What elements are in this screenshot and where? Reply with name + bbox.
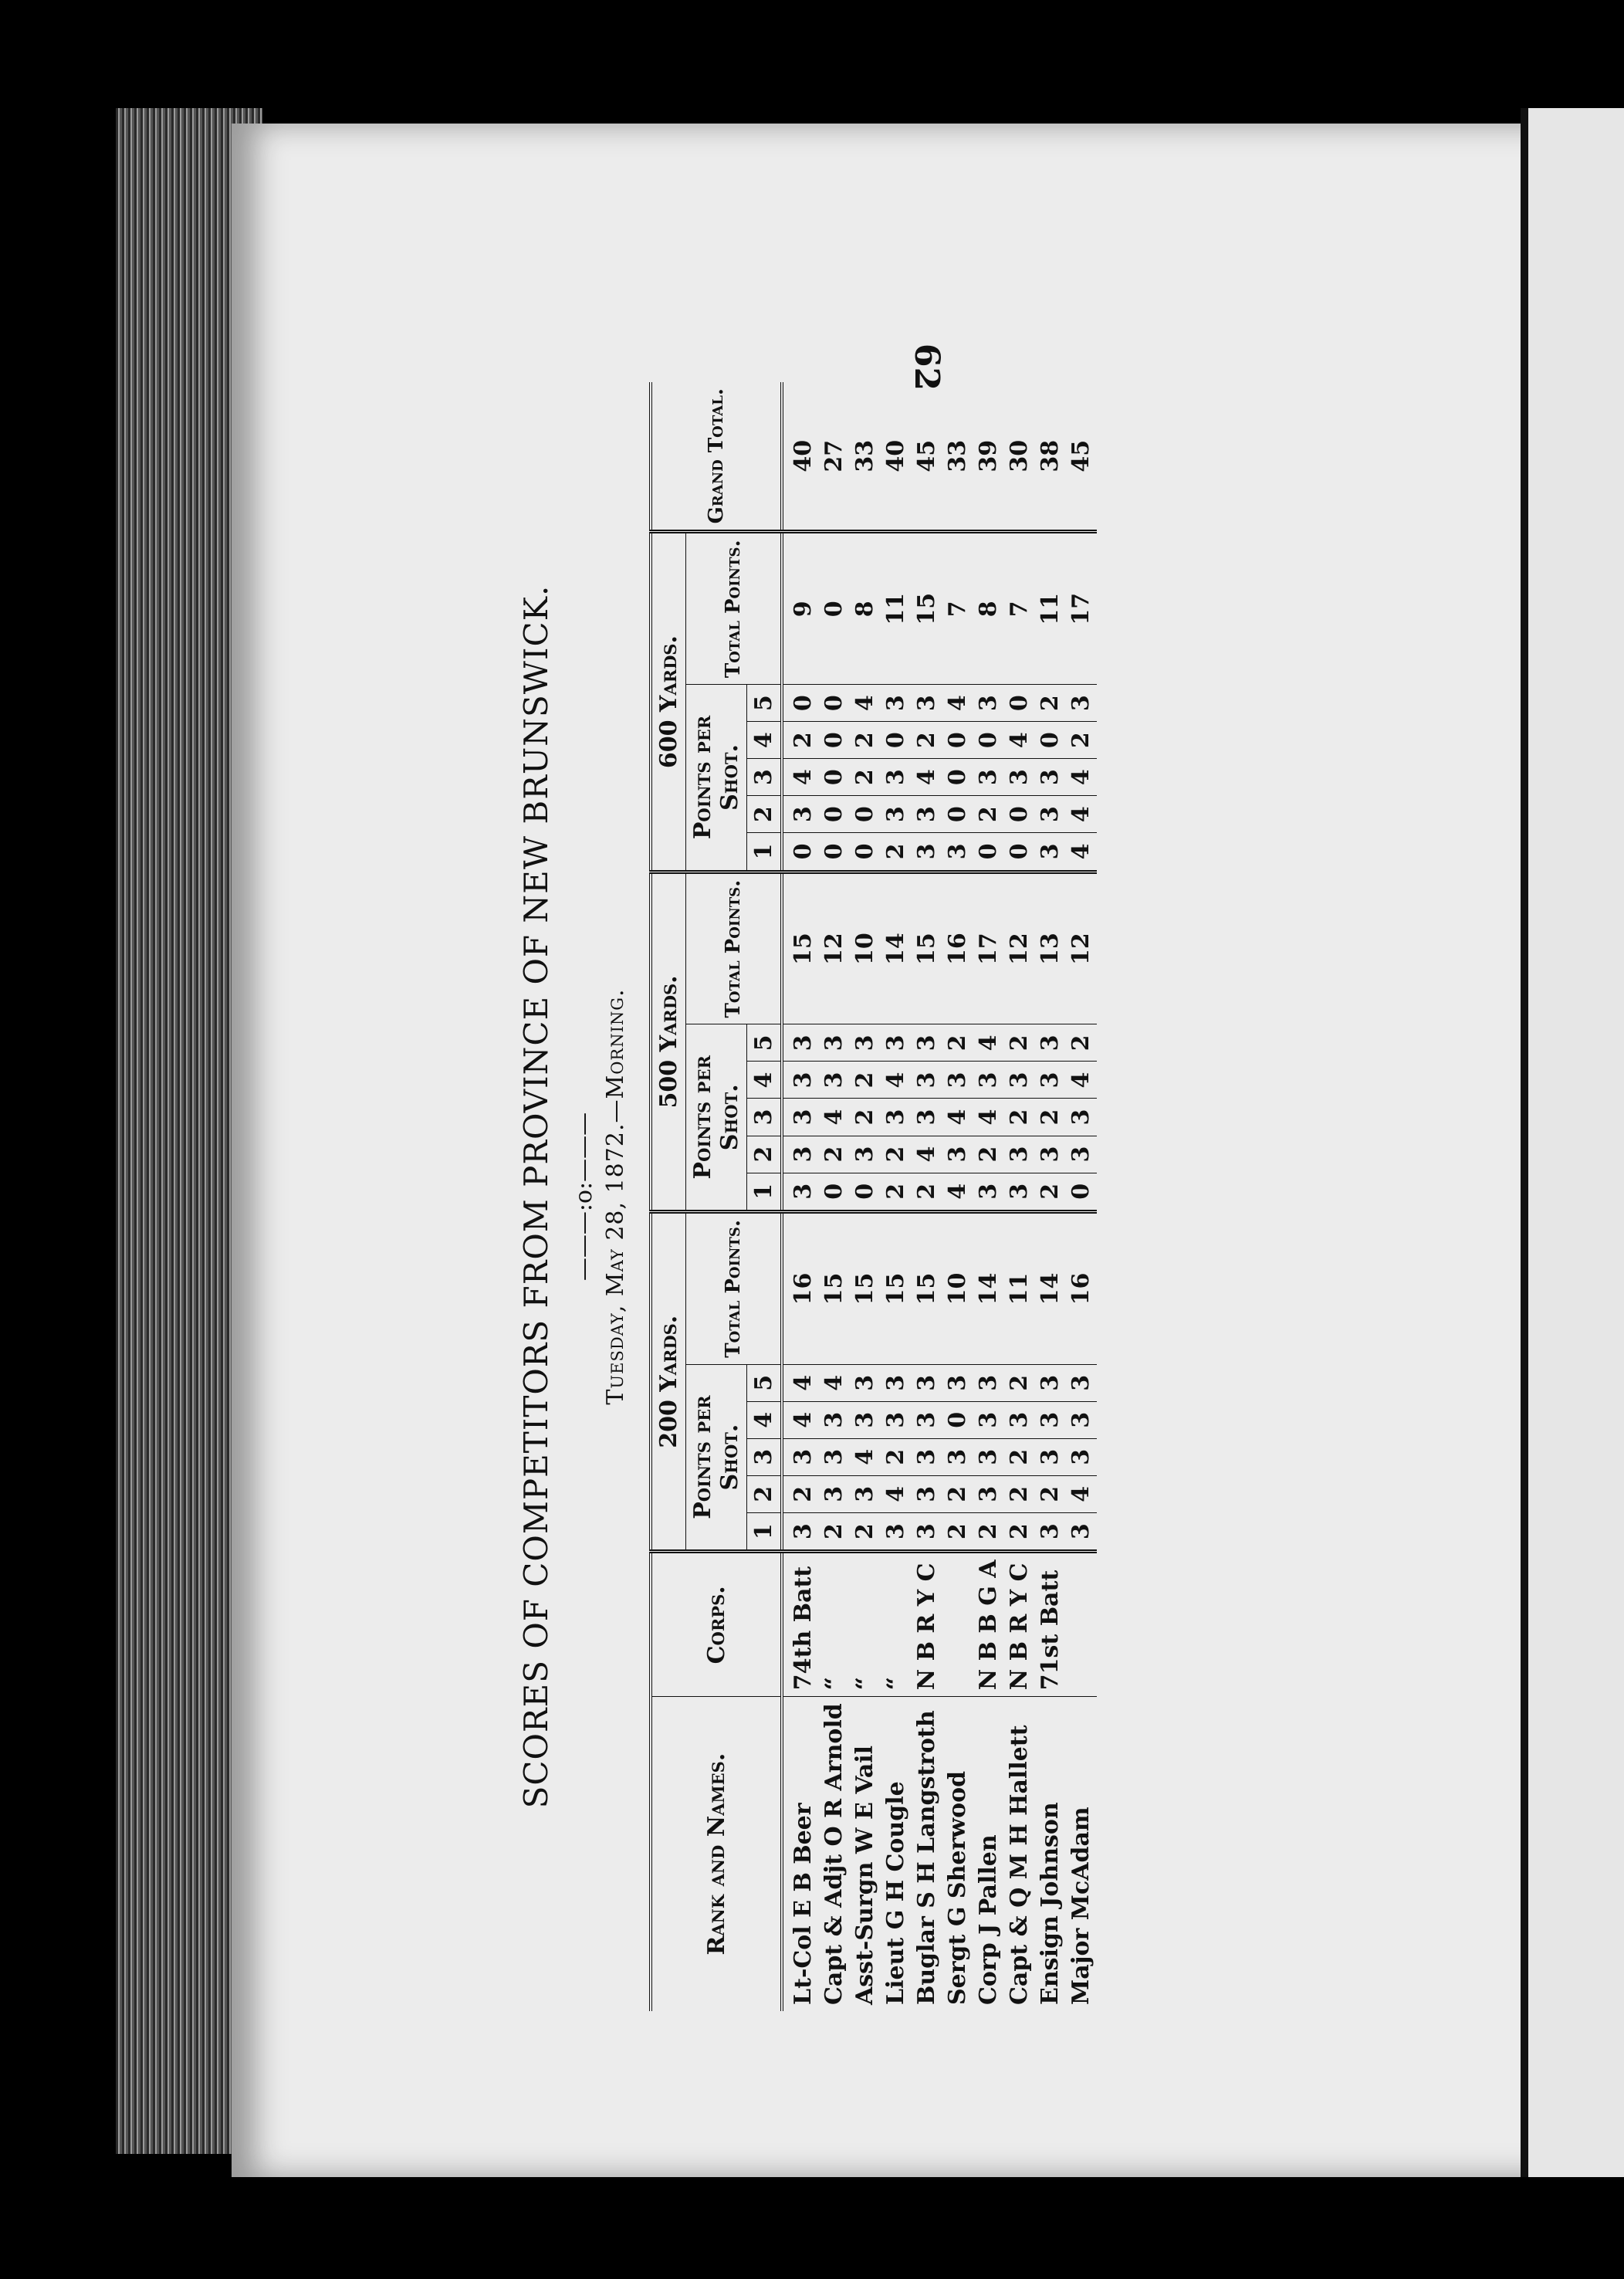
shot-score: 3 <box>1035 1062 1066 1099</box>
shot-header: 5 <box>747 1364 783 1401</box>
shot-header: 1 <box>747 1512 783 1552</box>
table-row <box>819 382 850 2011</box>
range-total-points: 12 <box>1066 872 1097 1024</box>
competitor-corps: N B R Y C <box>912 1552 942 1697</box>
range-total-points: 15 <box>912 532 942 685</box>
shot-score: 3 <box>881 1364 912 1401</box>
shot-score: 2 <box>1004 1099 1035 1136</box>
competitor-name: Capt & Adjt O R Arnold <box>820 1703 848 2005</box>
shot-score: 4 <box>881 1062 912 1099</box>
shot-score: 3 <box>1004 1401 1035 1438</box>
shot-header: 5 <box>747 685 783 722</box>
shot-score: 3 <box>782 1438 819 1475</box>
shot-score: 2 <box>1004 1024 1035 1062</box>
shot-score: 0 <box>1035 722 1066 759</box>
shot-score: 0 <box>819 685 850 722</box>
shot-score: 3 <box>1004 1173 1035 1212</box>
shot-score: 2 <box>1066 1024 1097 1062</box>
header-total-points-600: Total Points. <box>686 532 783 685</box>
shot-score: 4 <box>782 759 819 796</box>
shot-score: 3 <box>819 1438 850 1475</box>
range-total-points: 14 <box>1035 1212 1066 1365</box>
shot-score: 3 <box>942 1364 973 1401</box>
range-total-points: 15 <box>819 1212 850 1365</box>
range-total-points: 7 <box>1004 532 1035 685</box>
competitor-name: Asst-Surgn W E Vail <box>851 1745 878 2005</box>
shot-score: 0 <box>782 833 819 872</box>
shot-score: 2 <box>819 1512 850 1552</box>
shot-score: 3 <box>912 1401 942 1438</box>
header-corps: Corps. <box>651 1552 782 1697</box>
range-total-points: 10 <box>850 872 881 1024</box>
shot-score: 3 <box>819 1401 850 1438</box>
shot-score: 2 <box>850 1099 881 1136</box>
shot-score: 3 <box>912 1438 942 1475</box>
shot-score: 3 <box>1066 1099 1097 1136</box>
grand-total: 40 <box>782 382 819 532</box>
shot-score: 3 <box>1035 1024 1066 1062</box>
competitor-name: Corp J Pallen <box>975 1834 1002 2005</box>
range-total-points: 7 <box>942 532 973 685</box>
header-500-yards: 500 Yards. <box>651 872 686 1211</box>
shot-score: 2 <box>1004 1438 1035 1475</box>
shot-header: 2 <box>747 796 783 833</box>
shot-score: 3 <box>850 1364 881 1401</box>
title-divider: ———:o:——— <box>570 1112 597 1282</box>
shot-score: 4 <box>1066 1062 1097 1099</box>
shot-score: 3 <box>819 1062 850 1099</box>
shot-header: 3 <box>747 1099 783 1136</box>
range-total-points: 12 <box>819 872 850 1024</box>
range-total-points: 15 <box>912 872 942 1024</box>
grand-total: 33 <box>850 382 881 532</box>
shot-score: 2 <box>1035 1475 1066 1512</box>
range-total-points: 17 <box>1066 532 1097 685</box>
shot-score: 3 <box>782 1062 819 1099</box>
shot-score: 3 <box>1066 1364 1097 1401</box>
range-total-points: 0 <box>819 532 850 685</box>
shot-score: 2 <box>819 1136 850 1173</box>
range-total-points: 13 <box>1035 872 1066 1024</box>
shot-score: 3 <box>1035 759 1066 796</box>
shot-score: 0 <box>819 796 850 833</box>
competitor-corps: 71st Batt <box>1035 1552 1066 1697</box>
shot-score: 3 <box>1035 1438 1066 1475</box>
shot-score: 3 <box>1066 1136 1097 1173</box>
shot-score: 3 <box>881 685 912 722</box>
shot-score: 2 <box>1035 1173 1066 1212</box>
shot-score: 3 <box>942 1062 973 1099</box>
range-total-points: 14 <box>973 1212 1004 1365</box>
shot-score: 0 <box>1066 1173 1097 1212</box>
scores-table <box>649 382 1097 2011</box>
shot-score: 3 <box>912 1512 942 1552</box>
grand-total: 27 <box>819 382 850 532</box>
range-total-points: 12 <box>1004 872 1035 1024</box>
range-total-points: 9 <box>782 532 819 685</box>
shot-header: 5 <box>747 1024 783 1062</box>
shot-score: 2 <box>782 1475 819 1512</box>
shot-score: 3 <box>881 759 912 796</box>
header-points-per-shot-500: Points per Shot. <box>686 1024 747 1212</box>
shot-score: 3 <box>912 833 942 872</box>
competitor-corps: “ <box>850 1552 881 1697</box>
scores-table-body <box>782 382 1097 2011</box>
competitor-corps: N B R Y C <box>1004 1552 1035 1697</box>
shot-score: 4 <box>819 1099 850 1136</box>
shot-score: 2 <box>942 1475 973 1512</box>
shot-score: 3 <box>973 1438 1004 1475</box>
shot-score: 3 <box>912 1099 942 1136</box>
shot-score: 3 <box>881 1024 912 1062</box>
shot-score: 3 <box>1004 1136 1035 1173</box>
shot-score: 3 <box>973 1364 1004 1401</box>
shot-score: 4 <box>1066 833 1097 872</box>
shot-score: 3 <box>973 759 1004 796</box>
range-total-points: 15 <box>850 1212 881 1365</box>
shot-score: 4 <box>942 685 973 722</box>
shot-score: 3 <box>782 796 819 833</box>
shot-score: 3 <box>881 1099 912 1136</box>
table-row <box>973 382 1004 2011</box>
shot-score: 2 <box>850 722 881 759</box>
shot-score: 3 <box>942 1438 973 1475</box>
shot-score: 3 <box>881 1401 912 1438</box>
shot-score: 2 <box>912 1173 942 1212</box>
shot-score: 0 <box>850 1173 881 1212</box>
grand-total: 40 <box>881 382 912 532</box>
shot-score: 4 <box>881 1475 912 1512</box>
shot-score: 2 <box>1004 1475 1035 1512</box>
shot-score: 0 <box>819 833 850 872</box>
shot-score: 3 <box>782 1173 819 1212</box>
shot-score: 3 <box>912 1024 942 1062</box>
shot-score: 2 <box>881 1173 912 1212</box>
range-total-points: 16 <box>1066 1212 1097 1365</box>
grand-total: 39 <box>973 382 1004 532</box>
shot-score: 4 <box>1066 796 1097 833</box>
header-grand-total: Grand Total. <box>651 382 782 532</box>
shot-score: 4 <box>912 759 942 796</box>
table-row <box>881 382 912 2011</box>
header-points-per-shot-600: Points per Shot. <box>686 685 747 872</box>
grand-total: 45 <box>912 382 942 532</box>
table-row <box>1035 382 1066 2011</box>
shot-score: 0 <box>942 722 973 759</box>
shot-header: 2 <box>747 1475 783 1512</box>
shot-score: 4 <box>973 1024 1004 1062</box>
shot-score: 3 <box>1066 685 1097 722</box>
table-row <box>1004 382 1035 2011</box>
shot-score: 3 <box>912 685 942 722</box>
shot-score: 2 <box>782 722 819 759</box>
shot-score: 4 <box>819 1364 850 1401</box>
range-total-points: 8 <box>850 532 881 685</box>
shot-score: 3 <box>850 1475 881 1512</box>
shot-score: 3 <box>850 1024 881 1062</box>
range-total-points: 11 <box>1035 532 1066 685</box>
shot-score: 3 <box>850 1401 881 1438</box>
shot-score: 4 <box>850 685 881 722</box>
range-total-points: 15 <box>912 1212 942 1365</box>
shot-score: 4 <box>973 1099 1004 1136</box>
shot-score: 0 <box>819 722 850 759</box>
shot-score: 4 <box>850 1438 881 1475</box>
range-total-points: 10 <box>942 1212 973 1365</box>
shot-score: 3 <box>912 1364 942 1401</box>
shot-score: 4 <box>912 1136 942 1173</box>
table-row <box>912 382 942 2011</box>
shot-score: 2 <box>850 1512 881 1552</box>
shot-score: 0 <box>782 685 819 722</box>
competitor-name: Lt-Col E B Beer <box>782 1697 819 2011</box>
shot-score: 3 <box>973 1401 1004 1438</box>
shot-score: 2 <box>881 833 912 872</box>
shot-score: 3 <box>782 1099 819 1136</box>
shot-score: 4 <box>1066 1475 1097 1512</box>
shot-score: 2 <box>912 722 942 759</box>
competitor-name: Ensign Johnson <box>1037 1802 1064 2005</box>
shot-score: 2 <box>942 1024 973 1062</box>
shot-score: 4 <box>942 1173 973 1212</box>
range-total-points: 16 <box>782 1212 819 1365</box>
shot-header: 1 <box>747 833 783 872</box>
shot-header: 2 <box>747 1136 783 1173</box>
range-total-points: 11 <box>1004 1212 1035 1365</box>
shot-score: 4 <box>782 1364 819 1401</box>
shot-score: 2 <box>850 1062 881 1099</box>
shot-score: 4 <box>942 1099 973 1136</box>
table-row <box>782 382 819 2011</box>
header-points-per-shot-200: Points per Shot. <box>686 1364 747 1552</box>
header-rank-names: Rank and Names. <box>651 1697 782 2011</box>
shot-header: 1 <box>747 1173 783 1212</box>
shot-score: 0 <box>973 722 1004 759</box>
rotated-score-sheet <box>517 347 1289 2046</box>
shot-score: 0 <box>942 759 973 796</box>
shot-score: 0 <box>850 833 881 872</box>
table-row <box>1066 382 1097 2011</box>
shot-score: 3 <box>881 1512 912 1552</box>
shot-score: 3 <box>1004 759 1035 796</box>
date-line: Tuesday, May 28, 1872.—Morning. <box>602 988 629 1405</box>
shot-score: 3 <box>819 1475 850 1512</box>
competitor-corps: “ <box>881 1552 912 1697</box>
grand-total: 38 <box>1035 382 1066 532</box>
shot-score: 3 <box>912 1062 942 1099</box>
competitor-corps <box>942 1552 973 1697</box>
shot-score: 3 <box>1004 1062 1035 1099</box>
shot-score: 4 <box>782 1401 819 1438</box>
page-title: SCORES OF COMPETITORS FROM PROVINCE OF NEW BRUNSWICK. <box>517 584 555 1809</box>
shot-score: 2 <box>973 1136 1004 1173</box>
shot-score: 0 <box>881 722 912 759</box>
competitor-name: Major McAdam <box>1067 1807 1095 2005</box>
competitor-name: Capt & Q M H Hallett <box>1006 1725 1033 2005</box>
competitor-corps <box>1066 1552 1097 1697</box>
shot-score: 3 <box>782 1024 819 1062</box>
grand-total: 33 <box>942 382 973 532</box>
shot-header: 3 <box>747 759 783 796</box>
shot-score: 2 <box>881 1136 912 1173</box>
shot-score: 4 <box>1004 722 1035 759</box>
shot-score: 3 <box>973 685 1004 722</box>
shot-score: 3 <box>1035 833 1066 872</box>
shot-score: 3 <box>1066 1401 1097 1438</box>
header-600-yards: 600 Yards. <box>651 532 686 872</box>
header-200-yards: 200 Yards. <box>651 1212 686 1552</box>
range-total-points: 17 <box>973 872 1004 1024</box>
shot-score: 3 <box>1035 1401 1066 1438</box>
shot-score: 2 <box>1066 722 1097 759</box>
range-total-points: 11 <box>881 532 912 685</box>
competitor-name: Lieut G H Cougle <box>882 1781 909 2005</box>
header-total-points-500: Total Points. <box>686 872 783 1024</box>
grand-total: 30 <box>1004 382 1035 532</box>
shot-score: 2 <box>850 759 881 796</box>
shot-score: 2 <box>1035 1099 1066 1136</box>
table-row <box>850 382 881 2011</box>
shot-header: 4 <box>747 1062 783 1099</box>
shot-score: 2 <box>1035 685 1066 722</box>
shot-score: 3 <box>850 1136 881 1173</box>
shot-score: 3 <box>912 1475 942 1512</box>
shot-score: 3 <box>782 1136 819 1173</box>
competitor-corps: N B B G A <box>973 1552 1004 1697</box>
shot-score: 0 <box>942 1401 973 1438</box>
page-number: 62 <box>907 343 947 391</box>
range-total-points: 16 <box>942 872 973 1024</box>
range-total-points: 15 <box>881 1212 912 1365</box>
competitor-name: Buglar S H Langstroth <box>913 1710 940 2005</box>
range-total-points: 14 <box>881 872 912 1024</box>
grand-total: 45 <box>1066 382 1097 532</box>
shot-score: 3 <box>942 833 973 872</box>
shot-score: 3 <box>1066 1512 1097 1552</box>
shot-score: 0 <box>1004 796 1035 833</box>
table-row <box>942 382 973 2011</box>
shot-score: 3 <box>1035 1364 1066 1401</box>
shot-score: 3 <box>819 1024 850 1062</box>
shot-score: 2 <box>973 1512 1004 1552</box>
competitor-corps: 74th Batt <box>782 1552 819 1697</box>
facing-page-edge <box>1521 108 1624 2177</box>
shot-header: 4 <box>747 1401 783 1438</box>
shot-score: 0 <box>1004 833 1035 872</box>
shot-score: 2 <box>1004 1364 1035 1401</box>
competitor-name: Sergt G Sherwood <box>944 1770 971 2005</box>
shot-header: 3 <box>747 1438 783 1475</box>
shot-score: 3 <box>912 796 942 833</box>
shot-score: 3 <box>1035 1512 1066 1552</box>
shot-score: 4 <box>1066 759 1097 796</box>
shot-score: 2 <box>1004 1512 1035 1552</box>
competitor-corps: “ <box>819 1552 850 1697</box>
shot-score: 2 <box>973 796 1004 833</box>
shot-score: 3 <box>1035 796 1066 833</box>
shot-score: 3 <box>973 1062 1004 1099</box>
range-total-points: 8 <box>973 532 1004 685</box>
shot-score: 3 <box>973 1475 1004 1512</box>
shot-score: 0 <box>942 796 973 833</box>
shot-score: 2 <box>881 1438 912 1475</box>
shot-score: 3 <box>942 1136 973 1173</box>
shot-score: 3 <box>782 1512 819 1552</box>
shot-header: 4 <box>747 722 783 759</box>
range-total-points: 15 <box>782 872 819 1024</box>
shot-score: 0 <box>819 759 850 796</box>
shot-score: 3 <box>1066 1438 1097 1475</box>
header-total-points-200: Total Points. <box>686 1212 783 1365</box>
shot-score: 0 <box>973 833 1004 872</box>
shot-score: 0 <box>819 1173 850 1212</box>
shot-score: 0 <box>850 796 881 833</box>
shot-score: 2 <box>942 1512 973 1552</box>
shot-score: 3 <box>881 796 912 833</box>
shot-score: 3 <box>973 1173 1004 1212</box>
shot-score: 0 <box>1004 685 1035 722</box>
shot-score: 3 <box>1035 1136 1066 1173</box>
